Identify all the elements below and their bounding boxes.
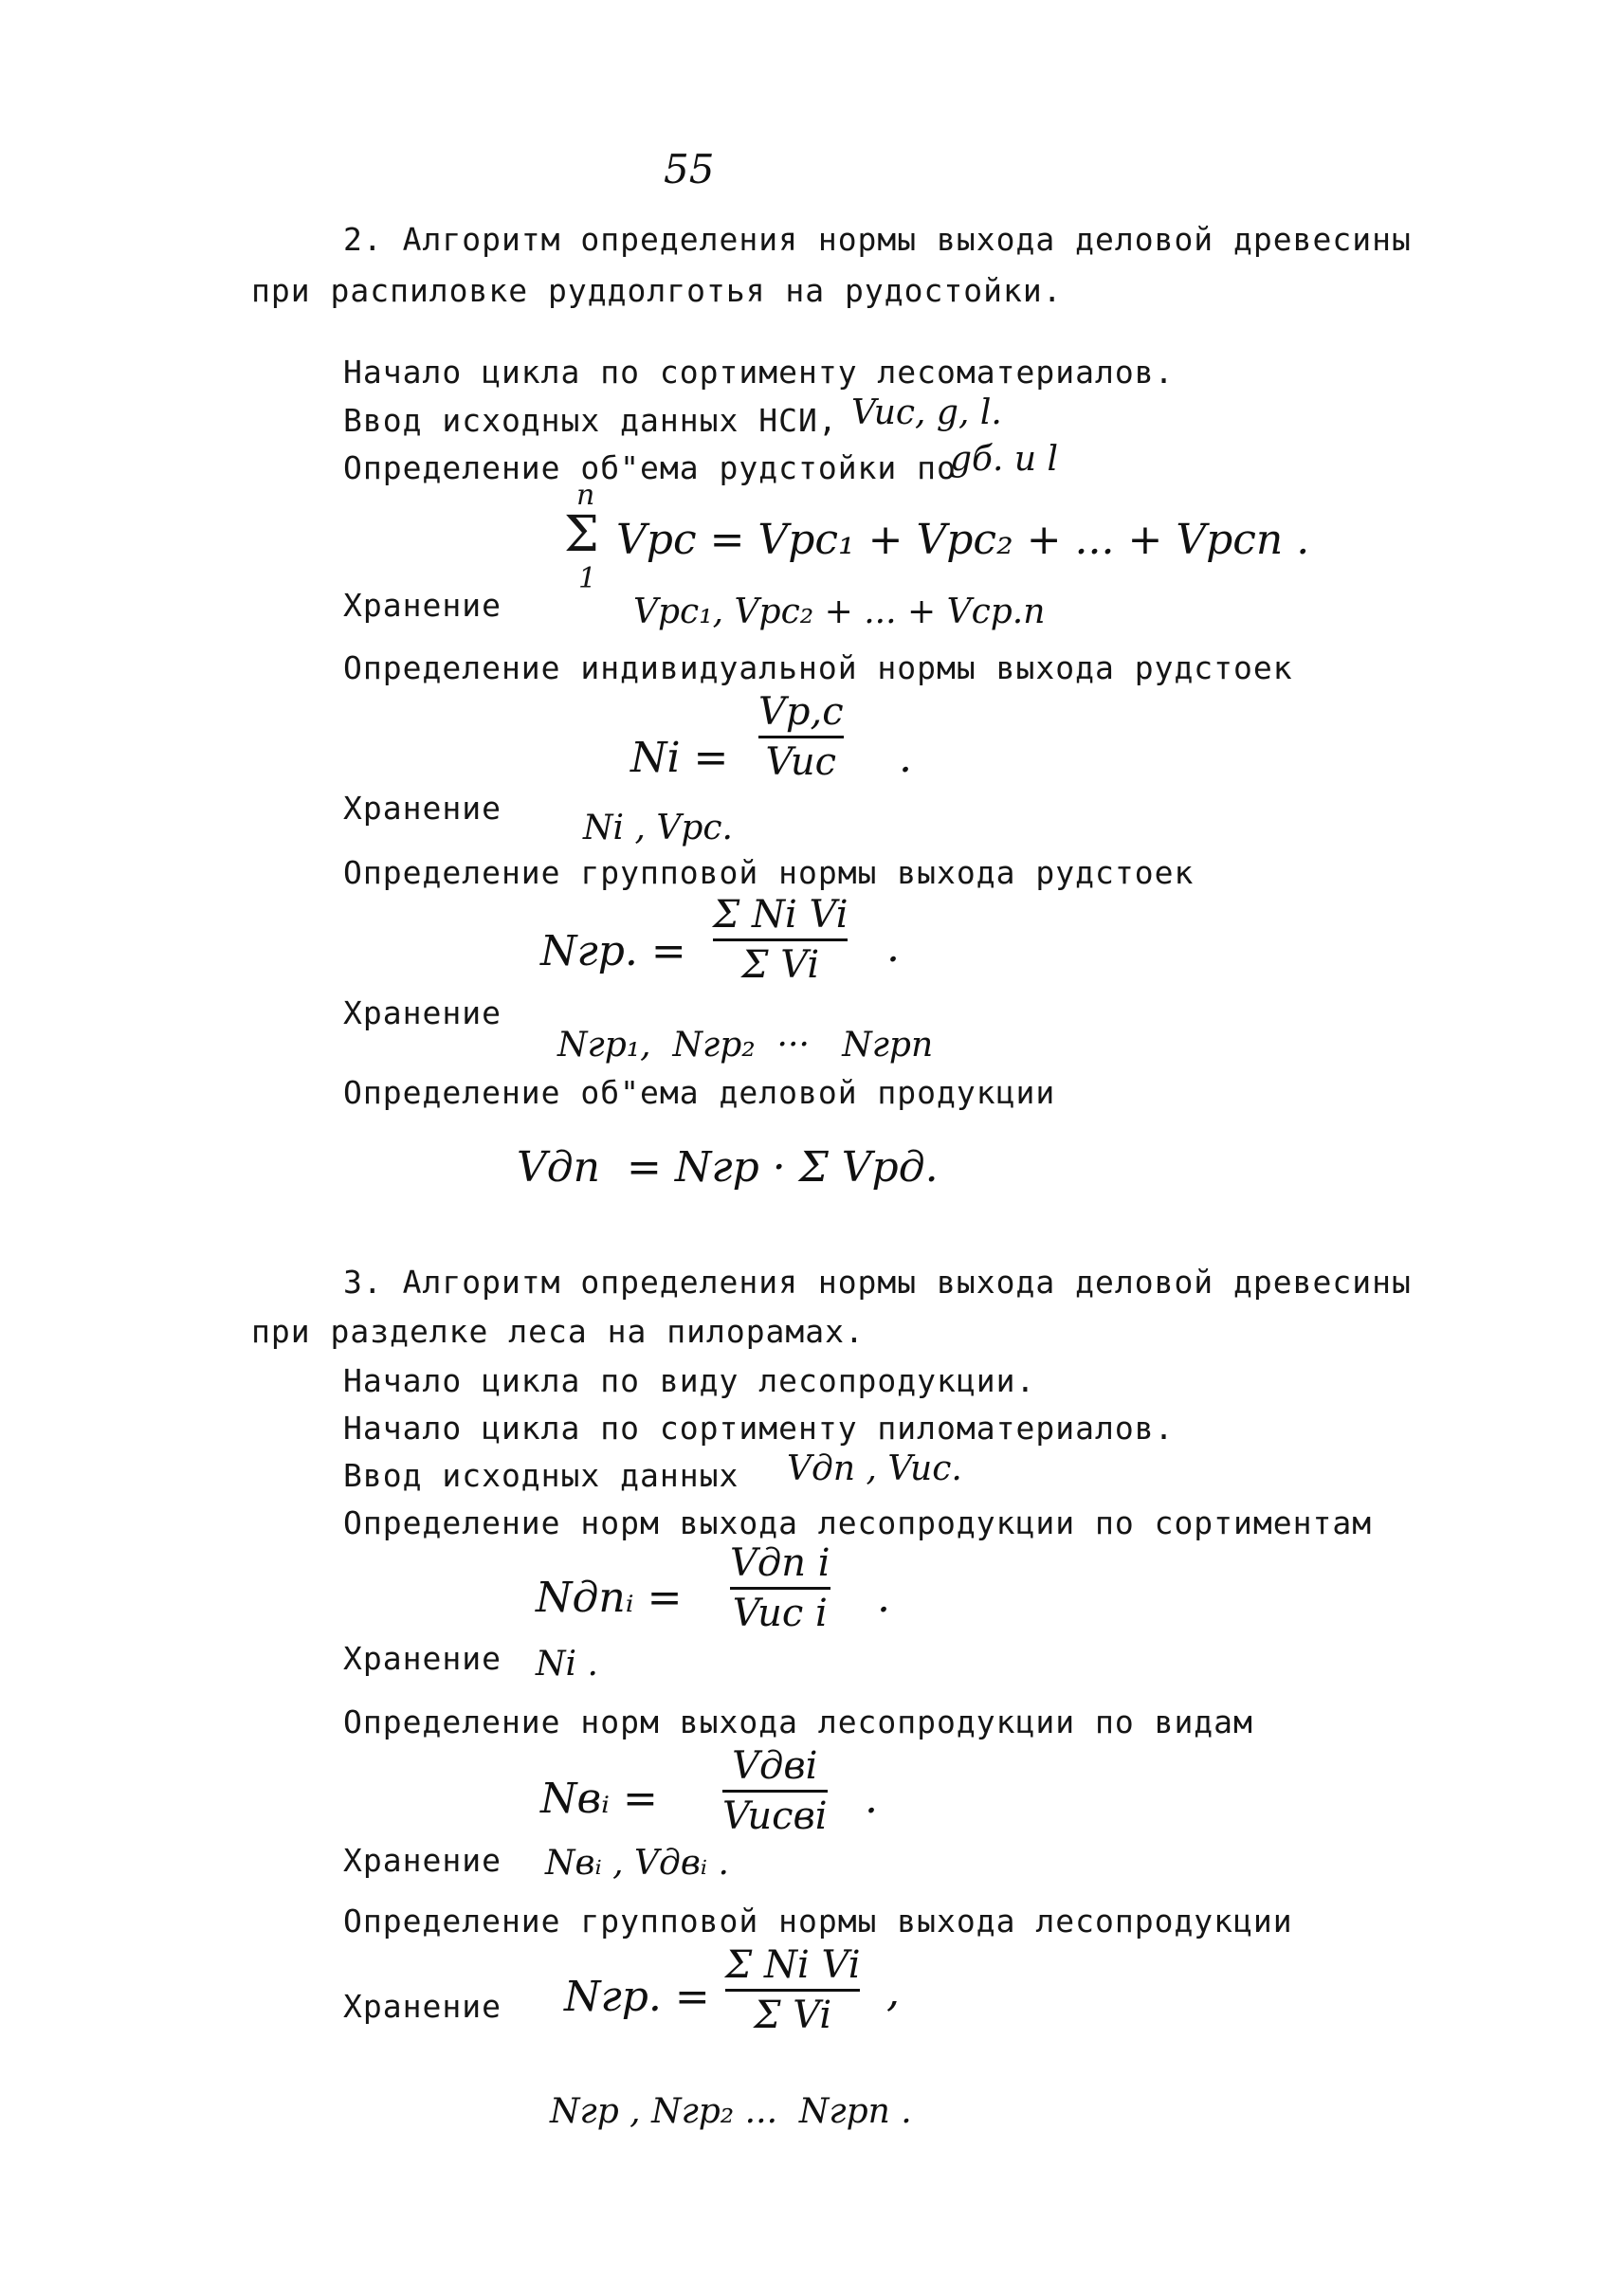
section3-storage-2-formula: Nвᵢ , Vдвᵢ . xyxy=(545,1844,729,1883)
section2-storage-1-formula: Vpc₁, Vpc₂ + ... + Vcp.n xyxy=(633,592,1046,631)
fraction-bar xyxy=(725,1989,860,1992)
norm-kind-fraction xyxy=(722,1746,828,1836)
group-norm-numerator: Σ Ni Vi xyxy=(713,893,848,937)
section3-group-fraction xyxy=(725,1945,860,2035)
norm-sort-denominator: Vuc i xyxy=(732,1592,828,1635)
norm-sort-fraction xyxy=(730,1543,830,1633)
sum-upper-limit: n xyxy=(576,479,595,512)
section3-storage-3-label: Хранение xyxy=(343,1988,502,2025)
section2-step-group: Определение групповой нормы выхода рудстоек xyxy=(343,854,1195,891)
individual-norm-lhs: Ni = xyxy=(630,734,729,782)
section3-storage-3-formula: Nгр , Nгр₂ ... Nгрn . xyxy=(550,2092,912,2131)
section3-step-input-formula: Vдп , Vuc. xyxy=(787,1449,962,1488)
individual-norm-tail: . xyxy=(899,734,912,782)
section3-storage-1-formula: Ni . xyxy=(536,1645,598,1684)
group-norm-tail: . xyxy=(886,923,900,972)
product-volume-formula: Vдп = Nгр · Σ Vpд. xyxy=(517,1143,939,1192)
section3-step-norms-sort: Определение норм выхода лесопродукции по сортиментам xyxy=(343,1504,1373,1541)
section3-group-numerator: Σ Ni Vi xyxy=(725,1943,861,1987)
group-norm-denominator: Σ Vi xyxy=(741,943,820,987)
section3-step-norms-kind: Определение норм выхода лесопродукции по видам xyxy=(343,1703,1253,1740)
section2-step-individual: Определение индивидуальной нормы выхода рудстоек xyxy=(343,649,1293,686)
individual-norm-fraction xyxy=(758,692,844,782)
norm-kind-lhs: Nвᵢ = xyxy=(540,1775,658,1823)
section2-storage-3-formula: Nгр₁, Nгр₂ ··· Nгрn xyxy=(557,1026,934,1065)
norm-kind-numerator: Vдвi xyxy=(732,1744,818,1788)
norm-sort-numerator: Vдп i xyxy=(730,1541,830,1585)
section3-group-tail: , xyxy=(886,1968,900,2016)
section2-step-input: Ввод исходных данных НСИ, xyxy=(343,402,838,439)
group-norm-fraction xyxy=(713,895,848,985)
section3-heading-line2: при разделке леса на пилорамах. xyxy=(251,1313,865,1350)
section3-storage-2-label: Хранение xyxy=(343,1842,502,1879)
sum-symbol: Σ xyxy=(564,506,599,563)
section3-group-lhs: Nгр. = xyxy=(564,1973,710,2021)
section2-heading-line1: 2. Алгоритм определения нормы выхода деловой древесины xyxy=(343,221,1412,258)
norm-sort-tail: . xyxy=(877,1574,890,1622)
section2-step-product-volume: Определение об"ема деловой продукции xyxy=(343,1074,1056,1111)
section3-group-denominator: Σ Vi xyxy=(754,1994,832,2037)
fraction-bar xyxy=(722,1790,828,1793)
sum-lower-limit: 1 xyxy=(578,562,597,595)
section2-step-input-formula: Vuc, g, l. xyxy=(851,393,1002,432)
individual-norm-numerator: Vp,c xyxy=(758,690,844,734)
section2-storage-3-label: Хранение xyxy=(343,994,502,1031)
sum-formula: Vpc = Vpc₁ + Vpc₂ + ... + Vpcn . xyxy=(616,516,1310,564)
group-norm-lhs: Nгр. = xyxy=(540,927,686,975)
section3-heading-line1: 3. Алгоритм определения нормы выхода деловой древесины xyxy=(343,1264,1412,1301)
fraction-bar xyxy=(730,1587,830,1590)
section3-step-input: Ввод исходных данных xyxy=(343,1457,739,1494)
fraction-bar xyxy=(758,736,844,738)
section2-step-volume-formula: gб. и l xyxy=(950,440,1059,479)
section3-step-group: Определение групповой нормы выхода лесопродукции xyxy=(343,1903,1293,1940)
page-number: 55 xyxy=(664,146,715,192)
section2-step-volume: Определение об"ема рудстойки по xyxy=(343,449,957,486)
fraction-bar xyxy=(713,938,848,941)
individual-norm-denominator: Vuc xyxy=(765,740,837,784)
norm-kind-tail: . xyxy=(865,1775,878,1823)
norm-kind-denominator: Vucвi xyxy=(722,1794,828,1838)
section3-step-cycle-kind: Начало цикла по виду лесопродукции. xyxy=(343,1362,1036,1399)
section2-heading-line2: при распиловке руддолготья на рудостойки. xyxy=(251,272,1063,309)
section2-storage-2-formula: Ni , Vpc. xyxy=(583,809,733,847)
norm-sort-lhs: Nдпᵢ = xyxy=(536,1574,683,1622)
section2-step-cycle: Начало цикла по сортименту лесоматериалов. xyxy=(343,354,1175,391)
section2-storage-1-label: Хранение xyxy=(343,587,502,624)
section3-storage-1-label: Хранение xyxy=(343,1640,502,1677)
section3-step-cycle-sort: Начало цикла по сортименту пиломатериалов. xyxy=(343,1410,1175,1447)
section2-storage-2-label: Хранение xyxy=(343,790,502,827)
